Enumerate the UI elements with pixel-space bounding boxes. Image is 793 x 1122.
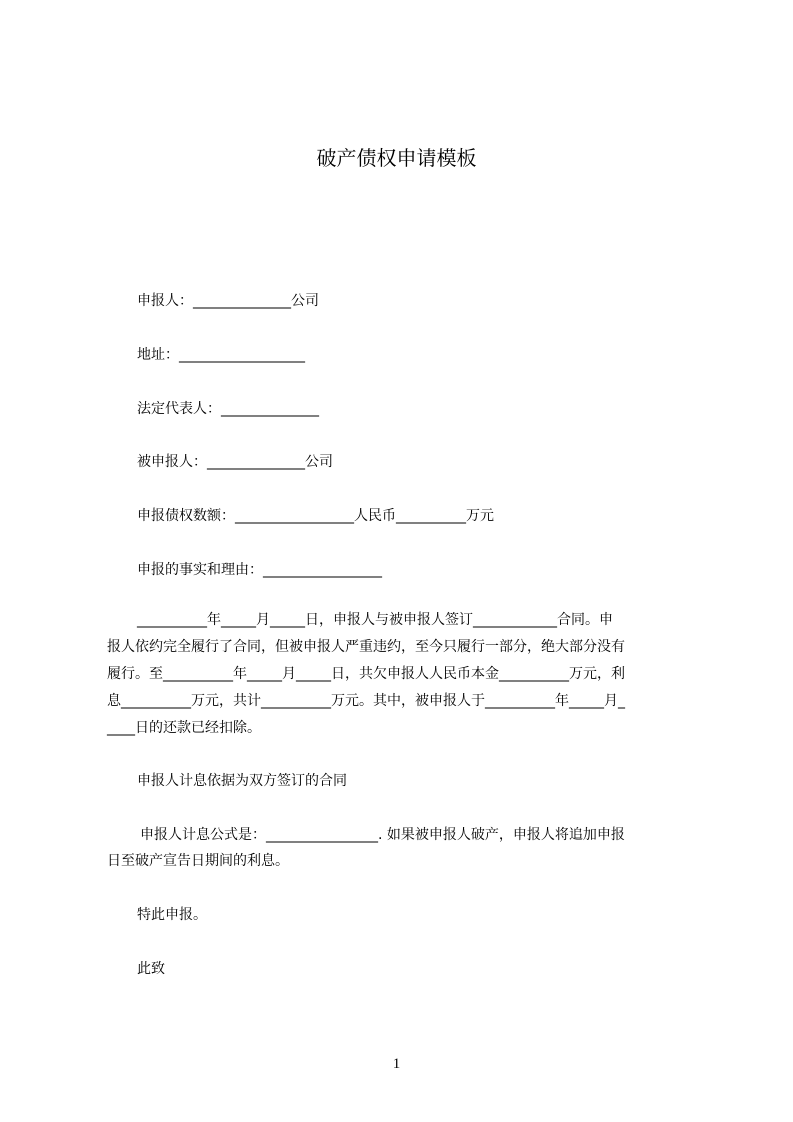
- closing-statement: 特此申报。: [137, 907, 207, 923]
- facts-line: __________年_____月_____日，申报人与被申报人签订____________合同。申: [137, 612, 613, 628]
- page-number: 1: [392, 1056, 401, 1072]
- facts-line: 息__________万元，共计__________万元。其中，被申报人于__________年_____月_: [107, 693, 625, 709]
- interest-basis: 申报人计息依据为双方签订的合同: [137, 773, 347, 789]
- facts-line: 报人依约完全履行了合同，但被申报人严重违约，至今只履行一部分，绝大部分没有: [107, 639, 625, 655]
- field-applicant: 申报人：______________公司: [137, 293, 319, 309]
- field-address: 地址：__________________: [137, 347, 305, 363]
- document-title: 破产债权申请模板: [316, 146, 477, 170]
- field-respondent: 被申报人：______________公司: [137, 454, 333, 470]
- field-legal-rep: 法定代表人：______________: [137, 401, 319, 417]
- formula-line: 日至破产宣告日期间的利息。: [107, 853, 289, 869]
- closing-salutation: 此致: [137, 961, 165, 977]
- facts-line: ____日的还款已经扣除。: [107, 720, 261, 736]
- formula-line: 申报人计息公式是：________________. 如果被申报人破产，申报人将追加申报: [140, 827, 625, 843]
- field-claim-amount: 申报债权数额：_________________人民币__________万元: [137, 508, 494, 524]
- facts-line: 履行。至__________年_____月_____日，共欠申报人人民币本金__________万元，利: [107, 666, 625, 682]
- field-facts-reasons: 申报的事实和理由：_________________: [137, 562, 382, 578]
